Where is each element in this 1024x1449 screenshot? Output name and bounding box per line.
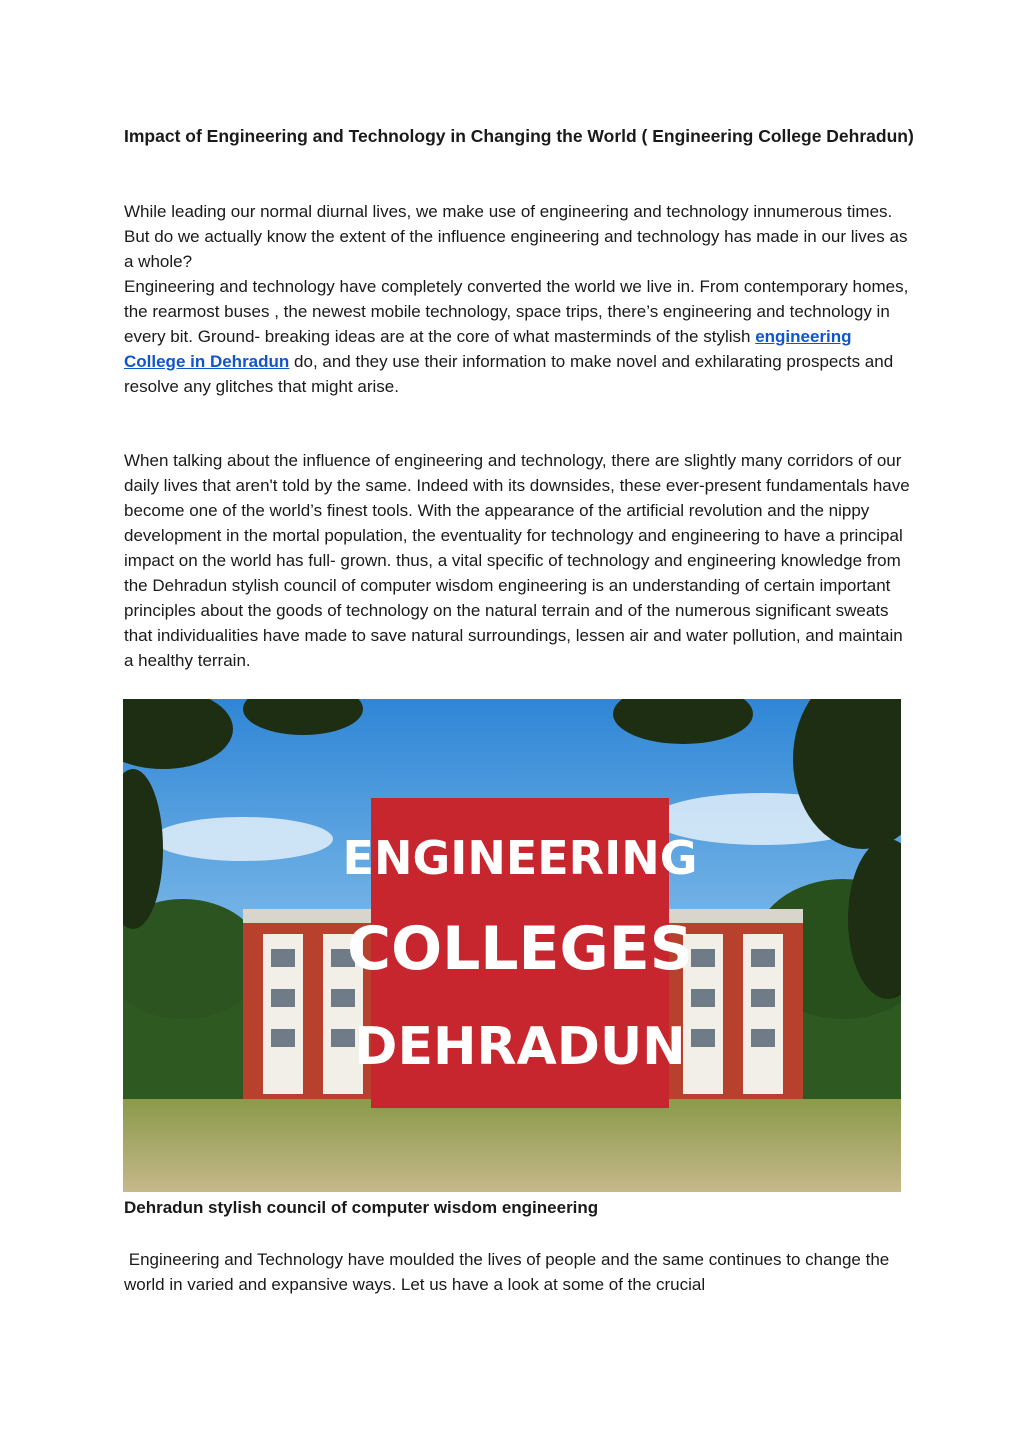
paragraph-influence: When talking about the influence of engineering and technology, there are slightly many corridors of our daily lives that aren't told by the same. Indeed with its downsides, these ever-present fundamentals have become one of the world’s finest tools. With the appearance of the artificial revolution and the nippy development in the mortal population, the eventuality for technology and engineering to have a principal impact on the world has full- grown. thus, a vital specific of technology and engineering knowledge from the Dehradun stylish council of computer wisdom engineering is an understanding of certain important principles about the goods of technology on the natural terrain and of the numerous significant sweats that individualities have made to save natural surroundings, lessen air and water pollution, and maintain a healthy terrain. — [124, 451, 910, 670]
sign-text-colleges: COLLEGES — [347, 914, 693, 984]
engineering-college-link[interactable]: engineering College in Dehradun — [124, 327, 852, 371]
paragraph-intro-second: Engineering and technology have completely converted the world we live in. From contemporary homes, the rearmost buses , the newest mobile technology, space trips, there’s engineering and technology in every bit. Ground- breaking ideas are at the core of what masterminds of the stylish engineering College in Dehradun do, and they use their information to make novel and exhilarating prospects and resolve any glitches that might arise. — [124, 277, 909, 396]
engineering-colleges-image — [123, 699, 901, 1192]
sign-text-engineering: ENGINEERING — [342, 831, 698, 885]
paragraph-intro-first: While leading our normal diurnal lives, we make use of engineering and technology innumerous times. But do we actually know the extent of the influence engineering and technology has made in our lives as a whole? — [124, 202, 908, 271]
paragraph-closing: Engineering and Technology have moulded the lives of people and the same continues to change the world in varied and expansive ways. Let us have a look at some of the crucial — [124, 1250, 894, 1294]
sign-text-dehradun: DEHRADUN — [354, 1017, 686, 1077]
image-caption: Dehradun stylish council of computer wisdom engineering — [124, 1198, 599, 1217]
document-title: Impact of Engineering and Technology in Changing the World ( Engineering College Dehradun) — [124, 126, 914, 146]
paragraph-intro — [124, 199, 914, 399]
